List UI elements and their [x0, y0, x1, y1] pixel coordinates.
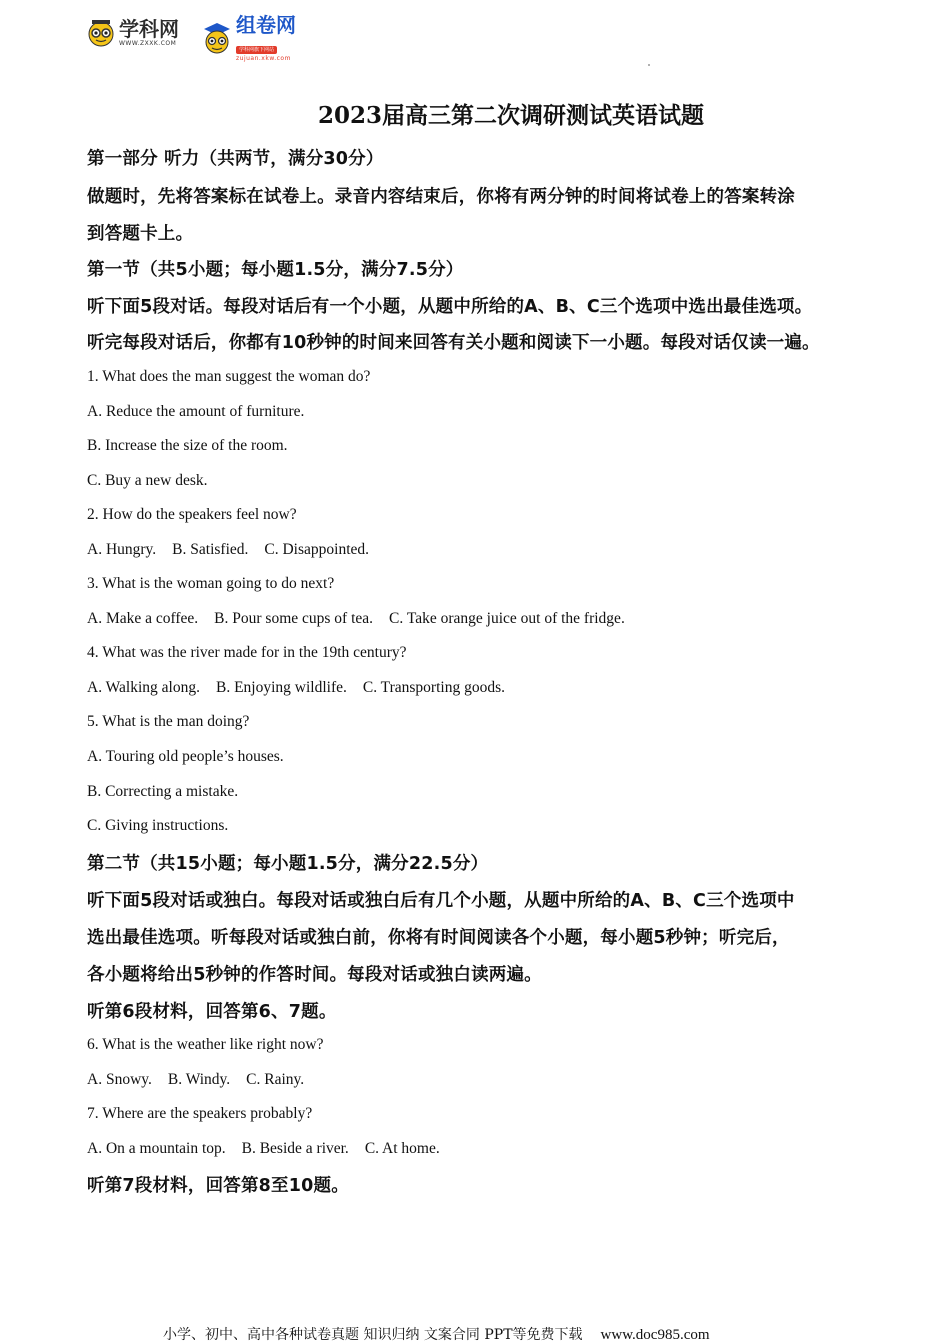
dot-mark	[648, 64, 650, 66]
footer-url-link[interactable]: www.doc985.com	[600, 1327, 710, 1343]
question-2: 2. How do the speakers feel now?	[87, 506, 297, 523]
q1-option-c: C. Buy a new desk.	[87, 472, 208, 489]
logo1-name: 学科网	[119, 17, 179, 41]
part1-heading: 第一部分 听力（共两节，满分30分）	[87, 149, 384, 169]
q6-options	[87, 1071, 304, 1089]
q2-option-b: B. Satisfied.	[172, 541, 249, 558]
q4-option-c: C. Transporting goods.	[362, 679, 505, 696]
logo1-sub: WWW.ZXXK.COM	[119, 40, 177, 47]
q3-option-b: B. Pour some cups of tea.	[214, 610, 374, 627]
logo2-sub: zujuan.xkw.com	[236, 55, 291, 62]
q1-option-a: A. Reduce the amount of furniture.	[87, 403, 305, 420]
q7-option-c: C. At home.	[364, 1140, 440, 1157]
question-4: 4. What was the river made for in the 19th century?	[87, 644, 407, 661]
section2-instr-line3: 各小题将给出5秒钟的作答时间。每段对话或独白读两遍。	[87, 965, 542, 985]
section2-instr-line2: 选出最佳选项。听每段对话或独白前，你将有时间阅读各个小题，每小题5秒钟；听完后，	[87, 928, 790, 948]
q3-options	[87, 610, 625, 628]
q3-option-a: A. Make a coffee.	[87, 610, 199, 627]
question-3: 3. What is the woman going to do next?	[87, 575, 335, 592]
q4-option-a: A. Walking along.	[87, 679, 200, 696]
section2-heading: 第二节（共15小题；每小题1.5分，满分22.5分）	[87, 854, 489, 874]
section2-instr-line1: 听下面5段对话或独白。每段对话或独白后有几个小题，从题中所给的A、B、C三个选项中	[87, 891, 795, 911]
section1-instr-line2: 听完每段对话后，你都有10秒钟的时间来回答有关小题和阅读下一小题。每段对话仅读一遍。	[87, 333, 820, 353]
q5-option-a: A. Touring old people’s houses.	[87, 748, 284, 765]
zxxk-logo[interactable]	[86, 18, 179, 48]
q2-option-a: A. Hungry.	[87, 541, 157, 558]
part1-intro-line2: 到答题卡上。	[87, 224, 194, 244]
q6-option-a: A. Snowy.	[87, 1071, 152, 1088]
graduate-mascot-icon	[200, 21, 234, 57]
q7-option-b: B. Beside a river.	[241, 1140, 349, 1157]
q5-option-b: B. Correcting a mistake.	[87, 783, 239, 800]
q3-option-c: C. Take orange juice out of the fridge.	[389, 610, 625, 627]
q7-option-a: A. On a mountain top.	[87, 1140, 226, 1157]
question-5: 5. What is the man doing?	[87, 713, 250, 730]
mascot-icon	[86, 18, 116, 48]
q4-option-b: B. Enjoying wildlife.	[215, 679, 347, 696]
question-7: 7. Where are the speakers probably?	[87, 1105, 313, 1122]
q7-options	[87, 1140, 440, 1158]
section1-instr-line1: 听下面5段对话。每段对话后有一个小题，从题中所给的A、B、C三个选项中选出最佳选项。	[87, 297, 813, 317]
material-7-heading: 听第7段材料，回答第8至10题。	[87, 1176, 349, 1196]
q6-option-b: B. Windy.	[167, 1071, 231, 1088]
zujuan-logo[interactable]	[200, 14, 296, 63]
q6-option-c: C. Rainy.	[246, 1071, 305, 1088]
page-footer	[163, 1324, 710, 1344]
exam-title: 2023届高三第二次调研测试英语试题	[317, 102, 704, 129]
section1-heading: 第一节（共5小题；每小题1.5分，满分7.5分）	[87, 260, 464, 280]
logo2-name: 组卷网	[236, 13, 296, 37]
footer-text: 小学、初中、高中各种试卷真题 知识归纳 文案合同 PPT等免费下载	[163, 1327, 583, 1343]
q5-option-c: C. Giving instructions.	[87, 817, 229, 834]
q2-options	[87, 541, 369, 559]
material-6-heading: 听第6段材料，回答第6、7题。	[87, 1002, 337, 1022]
question-6: 6. What is the weather like right now?	[87, 1036, 324, 1053]
question-1: 1. What does the man suggest the woman do?	[87, 368, 371, 385]
q4-options	[87, 679, 505, 697]
q1-option-b: B. Increase the size of the room.	[87, 437, 288, 454]
part1-intro-line1: 做题时，先将答案标在试卷上。录音内容结束后，你将有两分钟的时间将试卷上的答案转涂	[87, 187, 795, 207]
q2-option-c: C. Disappointed.	[264, 541, 370, 558]
logo2-tag: 学科网旗下网站	[236, 46, 277, 54]
